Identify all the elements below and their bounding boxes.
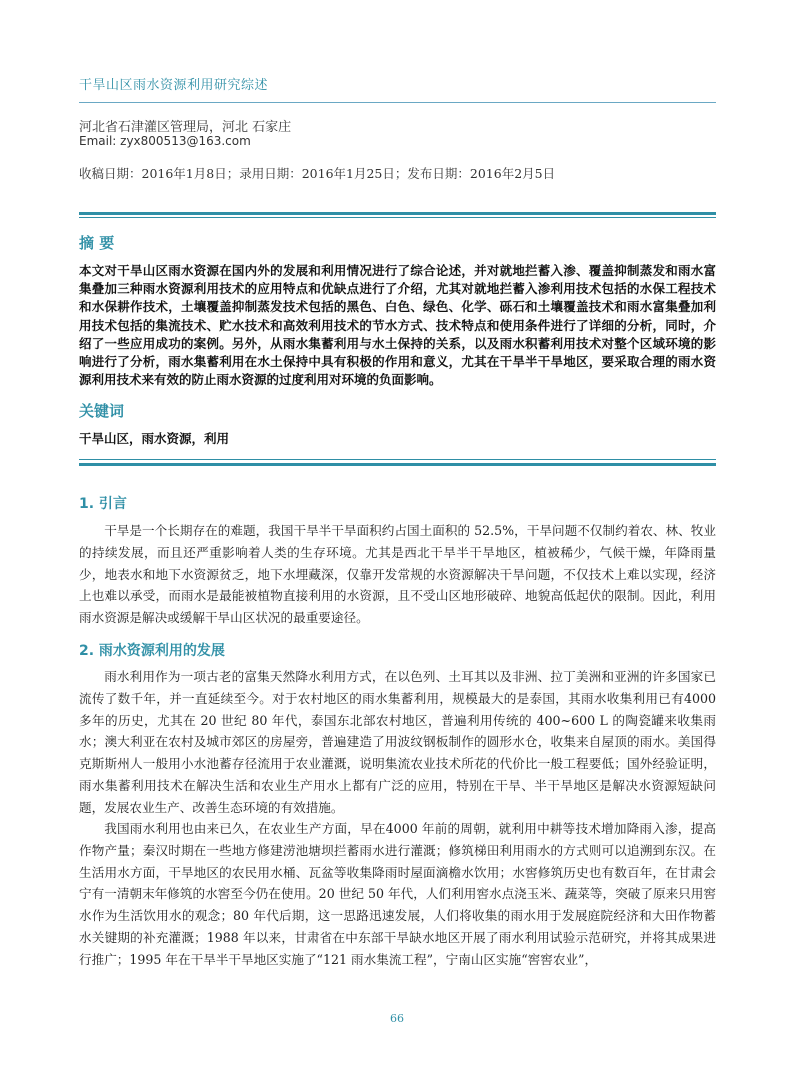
header-rule [79, 102, 716, 103]
author-email: Email: zyx800513@163.com [79, 134, 251, 148]
author-affiliation: 河北省石津灌区管理局，河北 石家庄 [79, 120, 292, 135]
abstract-heading: 摘 要 [79, 234, 115, 252]
intro-paragraph: 干旱是一个长期存在的难题，我国干旱半干旱面积约占国土面积的 52.5%，干旱问题不仅制约着农、林、牧业的持续发展，而且还严重影响着人类的生存环境。尤其是西北干旱半干旱地区，植被稀少，气候干燥，年降雨量少，地表水和地下水资源贫乏，地下水埋藏深，仅靠开发常规的水资源解决干旱问题，不仅技术上难以实现，经济上也难以承受，而雨水是最能被植物直接利用的水资源，且不受山区地形破碎、地貌高低起伏的限制。因此，利用雨水资源是解决或缓解干旱山区状况的最重要途径。 [79, 523, 716, 626]
page-number: 66 [390, 1012, 404, 1025]
development-paragraph-1: 雨水利用作为一项古老的富集天然降水利用方式，在以色列、土耳其以及非洲、拉丁美洲和亚洲的许多国家已流传了数千年，并一直延续至今。对于农村地区的雨水集蓄利用，规模最大的是泰国，其雨水收集利用已有4000 多年的历史，尤其在 20 世纪 80 年代，泰国东北部农村地区，普遍利用传统的 400~600 L 的陶瓷罐来收集雨水；澳大利亚在农村及城市郊区的房屋旁，普遍建造了用波纹钢板制作的圆形水仓，收集来自屋顶的雨水。美国得克斯斯州人一般用小水池蓄存径流用于农业灌溉，说明集流农业技术所花的代价比一般工程要低；国外经验证明，雨水集蓄利用技术在解决生活和农业生产用水上都有广泛的应用，特别在干旱、半干旱地区是解决水资源短缺问题，发展农业生产、改善生态环境的有效措施。 [79, 669, 716, 815]
abstract-top-rule [79, 212, 716, 215]
abstract-text: 本文对干旱山区雨水资源在国内外的发展和利用情况进行了综合论述，并对就地拦蓄入渗、覆盖抑制蒸发和雨水富集叠加三种雨水资源利用技术的应用特点和优缺点进行了介绍，尤其对就地拦蓄入渗利用技术包括的水保工程技术和水保耕作技术，土壤覆盖抑制蒸发技术包括的黑色、白色、绿色、化学、砾石和土壤覆盖技术和雨水富集叠加利用技术包括的集流技术、贮水技术和高效利用技术的节水方式、技术特点和使用条件进行了详细的分析，同时，介绍了一些应用成功的案例。另外，从雨水集蓄利用与水土保持的关系，以及雨水积蓄利用技术对整个区域环境的影响进行了分析，雨水集蓄利用在水土保持中具有积极的作用和意义，尤其在干旱半干旱地区，要采取合理的雨水资源利用技术来有效的防止雨水资源的过度利用对环境的负面影响。 [79, 263, 716, 388]
publication-dates: 收稿日期：2016年1月8日；录用日期：2016年1月25日；发布日期：2016年2月5日 [79, 166, 556, 181]
abstract-top-thin-rule [79, 217, 716, 218]
abstract-bottom-thin-rule [79, 459, 716, 460]
keywords-heading: 关键词 [79, 402, 125, 420]
running-head: 干旱山区雨水资源利用研究综述 [79, 78, 269, 93]
section-heading-intro: 1. 引言 [79, 496, 127, 512]
abstract-bottom-rule [79, 463, 716, 466]
section-heading-development: 2. 雨水资源利用的发展 [79, 643, 225, 659]
development-paragraph-2: 我国雨水利用也由来已久，在农业生产方面，早在4000 年前的周朝，就利用中耕等技术增加降雨入渗，提高作物产量；秦汉时期在一些地方修建涝池塘坝拦蓄雨水进行灌溉；修筑梯田利用雨水的方式则可以追溯到东汉。在生活用水方面，干旱地区的农民用水桶、瓦盆等收集降雨时屋面滴檐水饮用；水窖修筑历史也有数百年，在甘肃会宁有一清朝末年修筑的水窖至今仍在使用。20 世纪 50 年代，人们利用窖水点浇玉米、蔬菜等，突破了原来只用窖水作为生活饮用水的观念；80 年代后期，这一思路迅速发展，人们将收集的雨水用于发展庭院经济和大田作物蓄水关键期的补充灌溉；1988 年以来，甘肃省在中东部干旱缺水地区开展了雨水利用试验示范研究，并将其成果进行推广；1995 年在干旱半干旱地区实施了“121 雨水集流工程”，宁南山区实施“窖窖农业”， [79, 821, 716, 967]
keywords-text: 干旱山区，雨水资源，利用 [79, 431, 230, 446]
